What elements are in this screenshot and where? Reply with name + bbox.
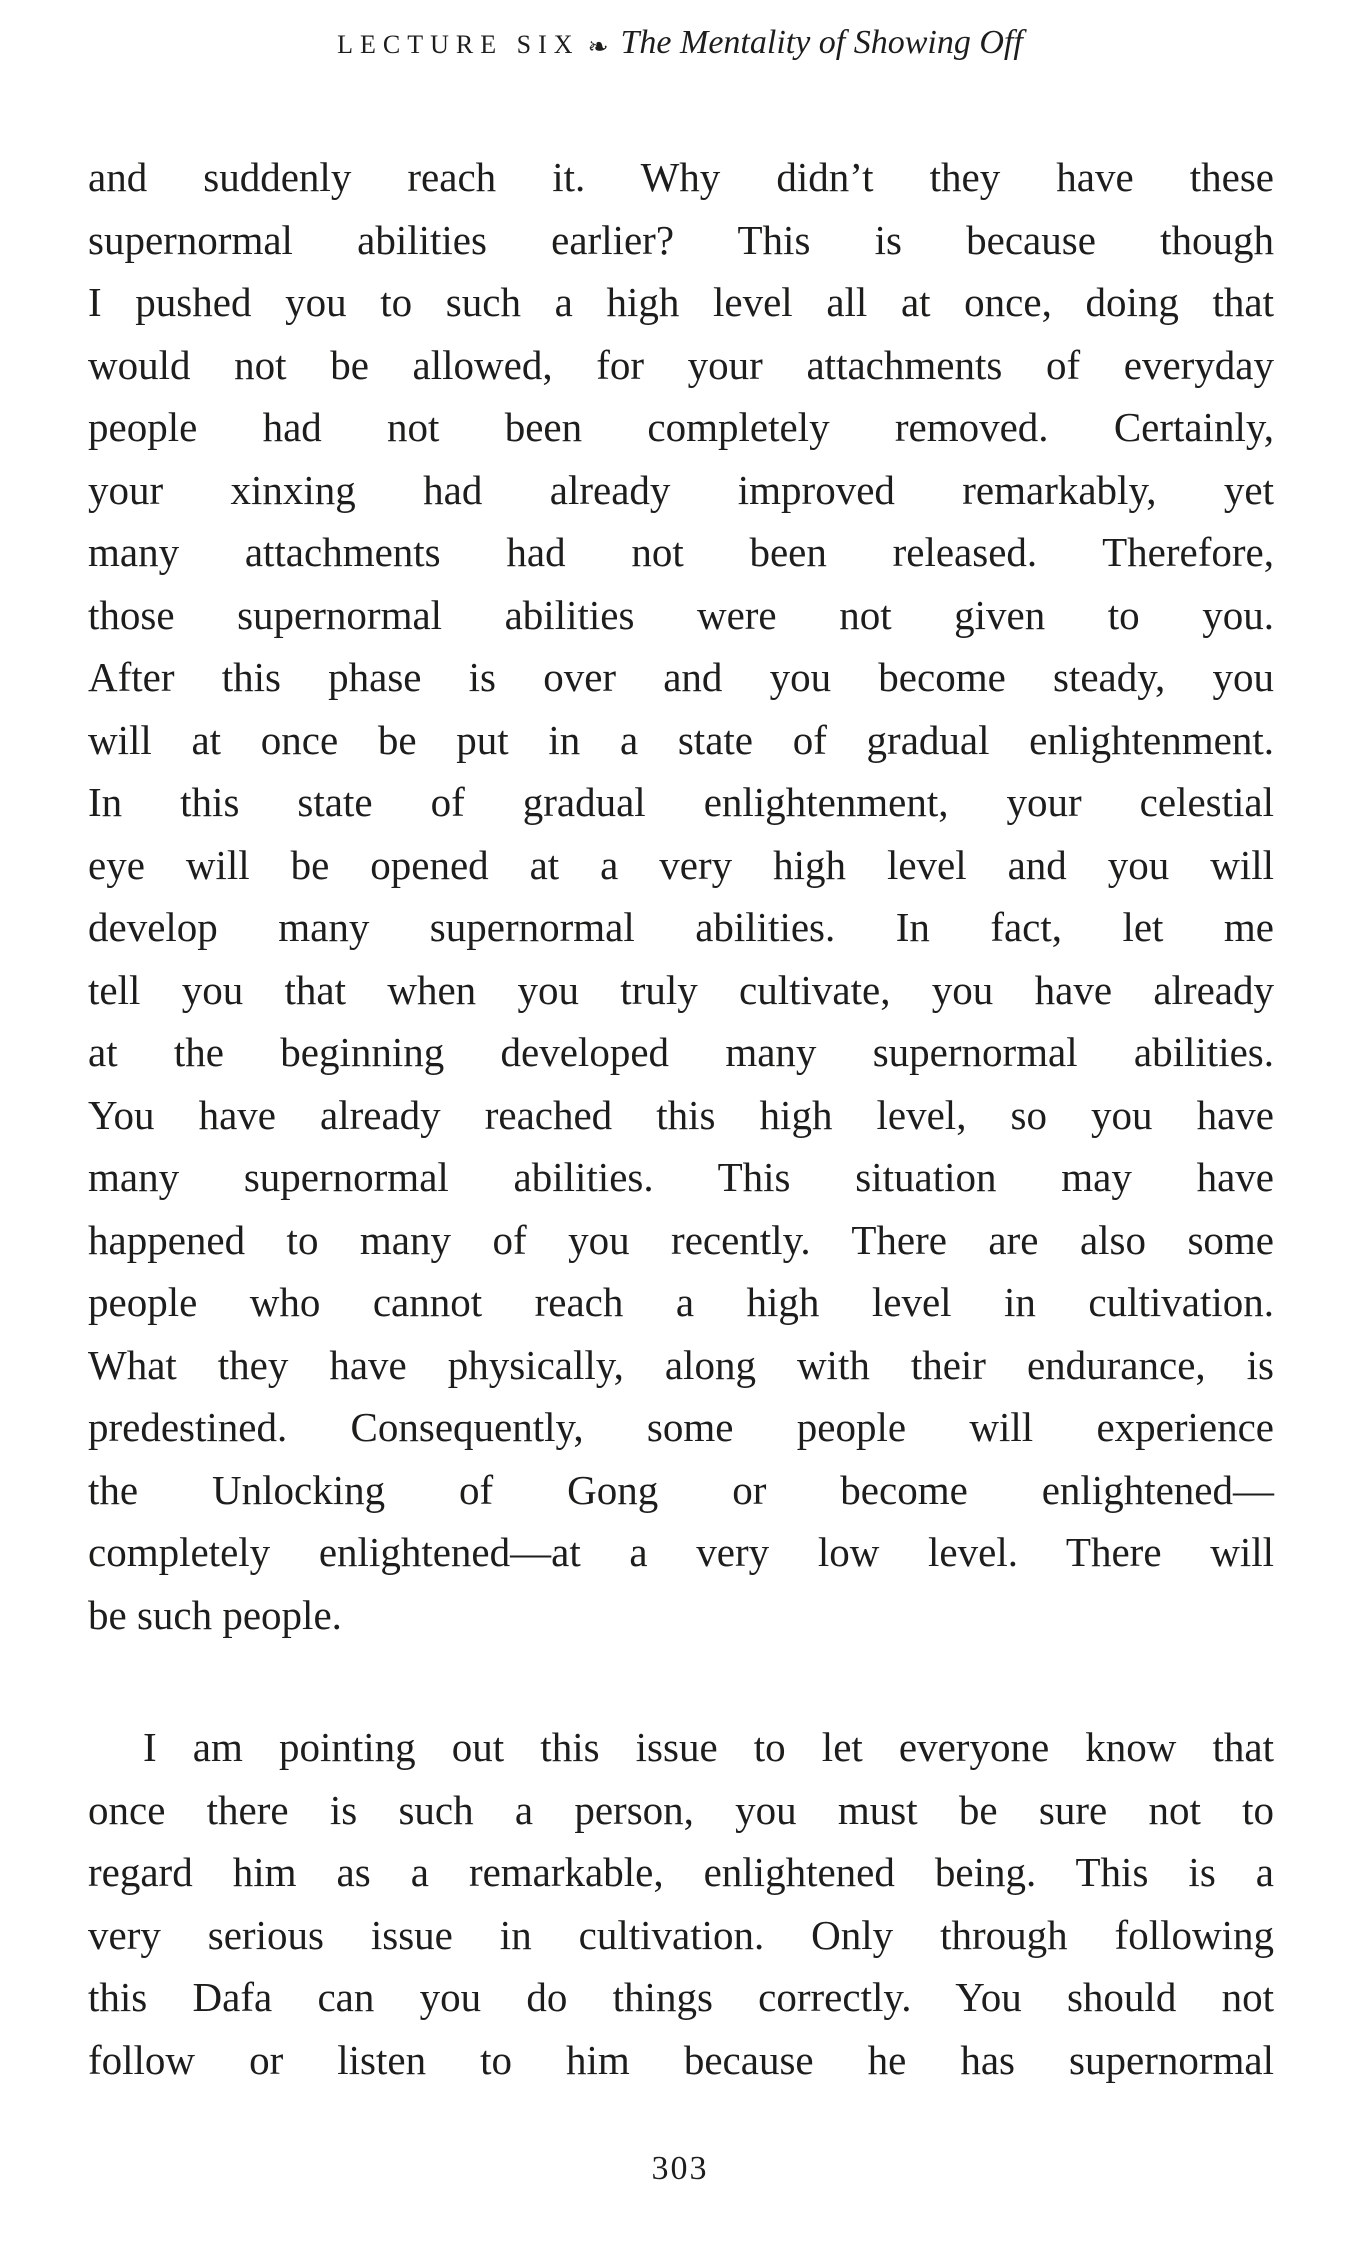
text-line: predestined. Consequently, some people will experience (88, 1404, 1274, 1450)
leaf-ornament-icon: ❧ (587, 32, 609, 61)
page-number: 303 (651, 2150, 709, 2187)
text-line: will at once be put in a state of gradual enlightenment. (88, 716, 1274, 763)
text-line: What they have physically, along with their endurance, is (88, 1341, 1274, 1388)
text-line: once there is such a person, you must be sure not to (88, 1786, 1274, 1833)
text-line: regard him as a remarkable, enlightened being. This is a (88, 1849, 1274, 1895)
text-line: In this state of gradual enlightenment, your celestial (88, 779, 1274, 825)
text-line: completely enlightened—at a very low level. There will (88, 1529, 1274, 1575)
text-line: very serious issue in cultivation. Only through following (88, 1911, 1274, 1958)
text-line: and suddenly reach it. Why didn’t they have these (88, 154, 1274, 200)
text-line: After this phase is over and you become steady, you (88, 654, 1274, 700)
paragraph (88, 1716, 1274, 2091)
text-line: many attachments had not been released. Therefore, (88, 529, 1274, 575)
text-line: tell you that when you truly cultivate, you have already (88, 966, 1274, 1013)
chapter-title: The Mentality of Showing Off (620, 24, 1023, 61)
text-line: supernormal abilities earlier? This is because though (88, 216, 1274, 263)
text-line: follow or listen to him because he has supernormal (88, 2036, 1274, 2083)
text-line: be such people. (88, 1591, 342, 1638)
text-line: this Dafa can you do things correctly. You should not (88, 1974, 1274, 2020)
paragraph (88, 146, 1274, 1646)
text-line: people had not been completely removed. Certainly, (88, 404, 1274, 450)
text-line: your xinxing had already improved remarkably, yet (88, 466, 1274, 513)
text-line: would not be allowed, for your attachments of everyday (88, 341, 1274, 388)
text-line: people who cannot reach a high level in cultivation. (88, 1279, 1274, 1325)
text-line: I pushed you to such a high level all at once, doing that (88, 279, 1274, 325)
lecture-label: LECTURE SIX (337, 30, 580, 59)
page-body (88, 146, 1274, 2091)
running-header (0, 24, 1360, 62)
text-line: I am pointing out this issue to let everyone know that (143, 1724, 1274, 1770)
text-line: those supernormal abilities were not given to you. (88, 591, 1274, 638)
text-line: at the beginning developed many supernormal abilities. (88, 1029, 1274, 1075)
text-line: many supernormal abilities. This situation may have (88, 1154, 1274, 1200)
text-line: develop many supernormal abilities. In fact, let me (88, 904, 1274, 950)
text-line: the Unlocking of Gong or become enlightened— (88, 1466, 1274, 1513)
text-line: eye will be opened at a very high level and you will (88, 841, 1274, 888)
text-line: happened to many of you recently. There are also some (88, 1216, 1274, 1263)
text-line: You have already reached this high level, so you have (88, 1091, 1274, 1138)
